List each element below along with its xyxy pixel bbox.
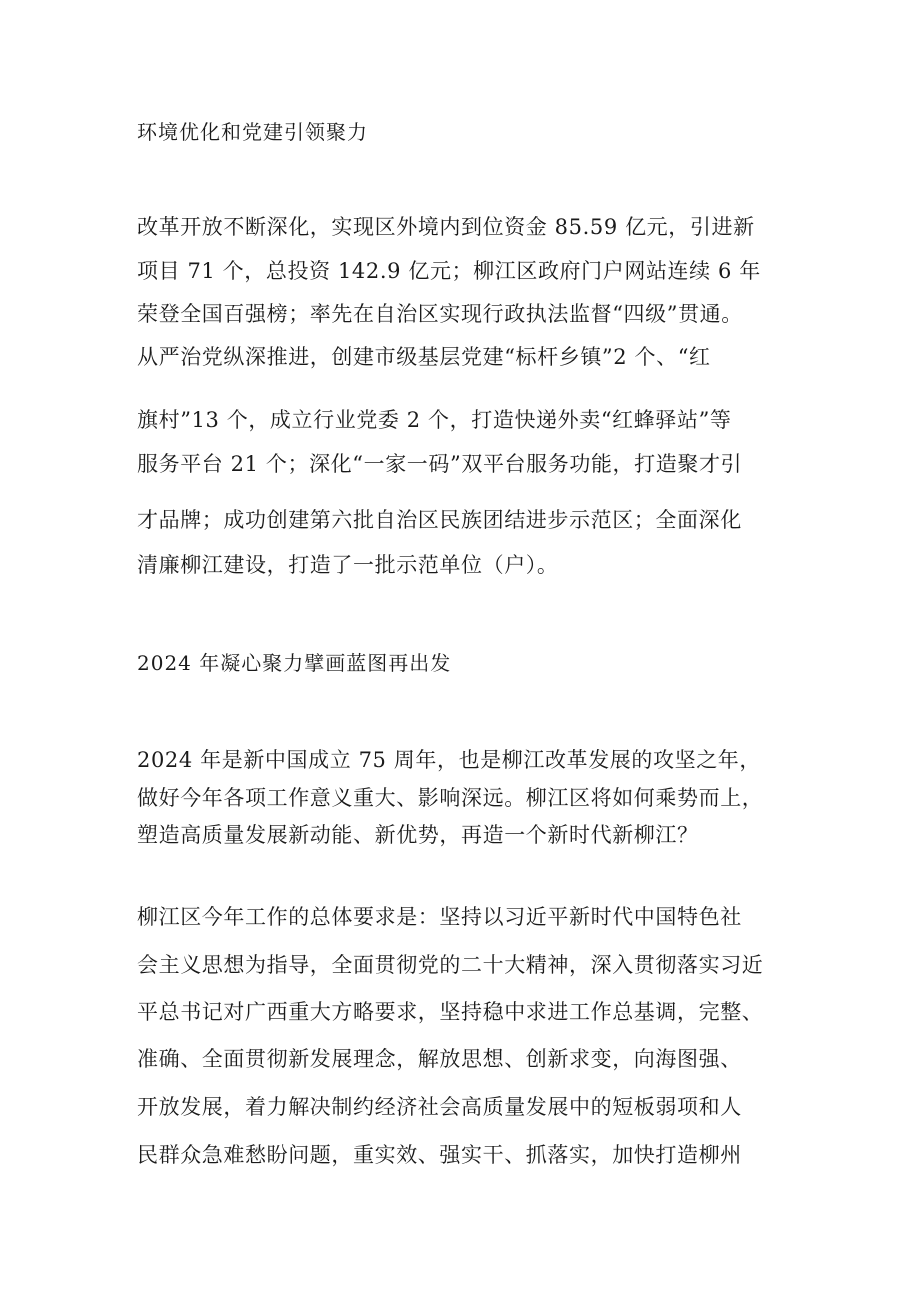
paragraph-line: 塑造高质量发展新动能、新优势，再造一个新时代新柳江？ xyxy=(137,823,699,847)
paragraph-line: 旗村”13 个，成立行业党委 2 个，打造快递外卖“红蜂驿站”等 xyxy=(137,408,732,432)
paragraph-line: 准确、全面贯彻新发展理念，解放思想、创新求变，向海图强、 xyxy=(137,1047,742,1071)
paragraph-line: 才品牌；成功创建第六批自治区民族团结进步示范区；全面深化 xyxy=(137,508,742,532)
paragraph-line: 做好今年各项工作意义重大、影响深远。柳江区将如何乘势而上， xyxy=(137,786,764,810)
paragraph-line: 改革开放不断深化，实现区外境内到位资金 85.59 亿元，引进新 xyxy=(137,215,755,239)
paragraph-line: 柳江区今年工作的总体要求是：坚持以习近平新时代中国特色社 xyxy=(137,905,742,929)
paragraph-line: 服务平台 21 个；深化“一家一码”双平台服务功能，打造聚才引 xyxy=(137,452,743,476)
paragraph-line: 从严治党纵深推进，创建市级基层党建“标杆乡镇”2 个、“红 xyxy=(137,345,711,369)
paragraph-line: 会主义思想为指导，全面贯彻党的二十大精神，深入贯彻落实习近 xyxy=(137,953,764,977)
paragraph-line: 荣登全国百强榜；率先在自治区实现行政执法监督“四级”贯通。 xyxy=(137,302,743,326)
paragraph-line: 清廉柳江建设，打造了一批示范单位（户）。 xyxy=(137,553,559,577)
paragraph-line: 项目 71 个，总投资 142.9 亿元；柳江区政府门户网站连续 6 年 xyxy=(137,259,761,283)
paragraph-line: 平总书记对广西重大方略要求，坚持稳中求进工作总基调，完整、 xyxy=(137,1000,764,1024)
paragraph-line: 2024 年是新中国成立 75 周年，也是柳江改革发展的攻坚之年， xyxy=(137,748,761,772)
paragraph-line: 民群众急难愁盼问题，重实效、强实干、抓落实，加快打造柳州 xyxy=(137,1143,742,1167)
paragraph-line: 开放发展，着力解决制约经济社会高质量发展中的短板弱项和人 xyxy=(137,1095,742,1119)
section-heading-environment: 环境优化和党建引领聚力 xyxy=(137,120,368,144)
section-heading-2024: 2024 年凝心聚力擘画蓝图再出发 xyxy=(137,651,452,675)
